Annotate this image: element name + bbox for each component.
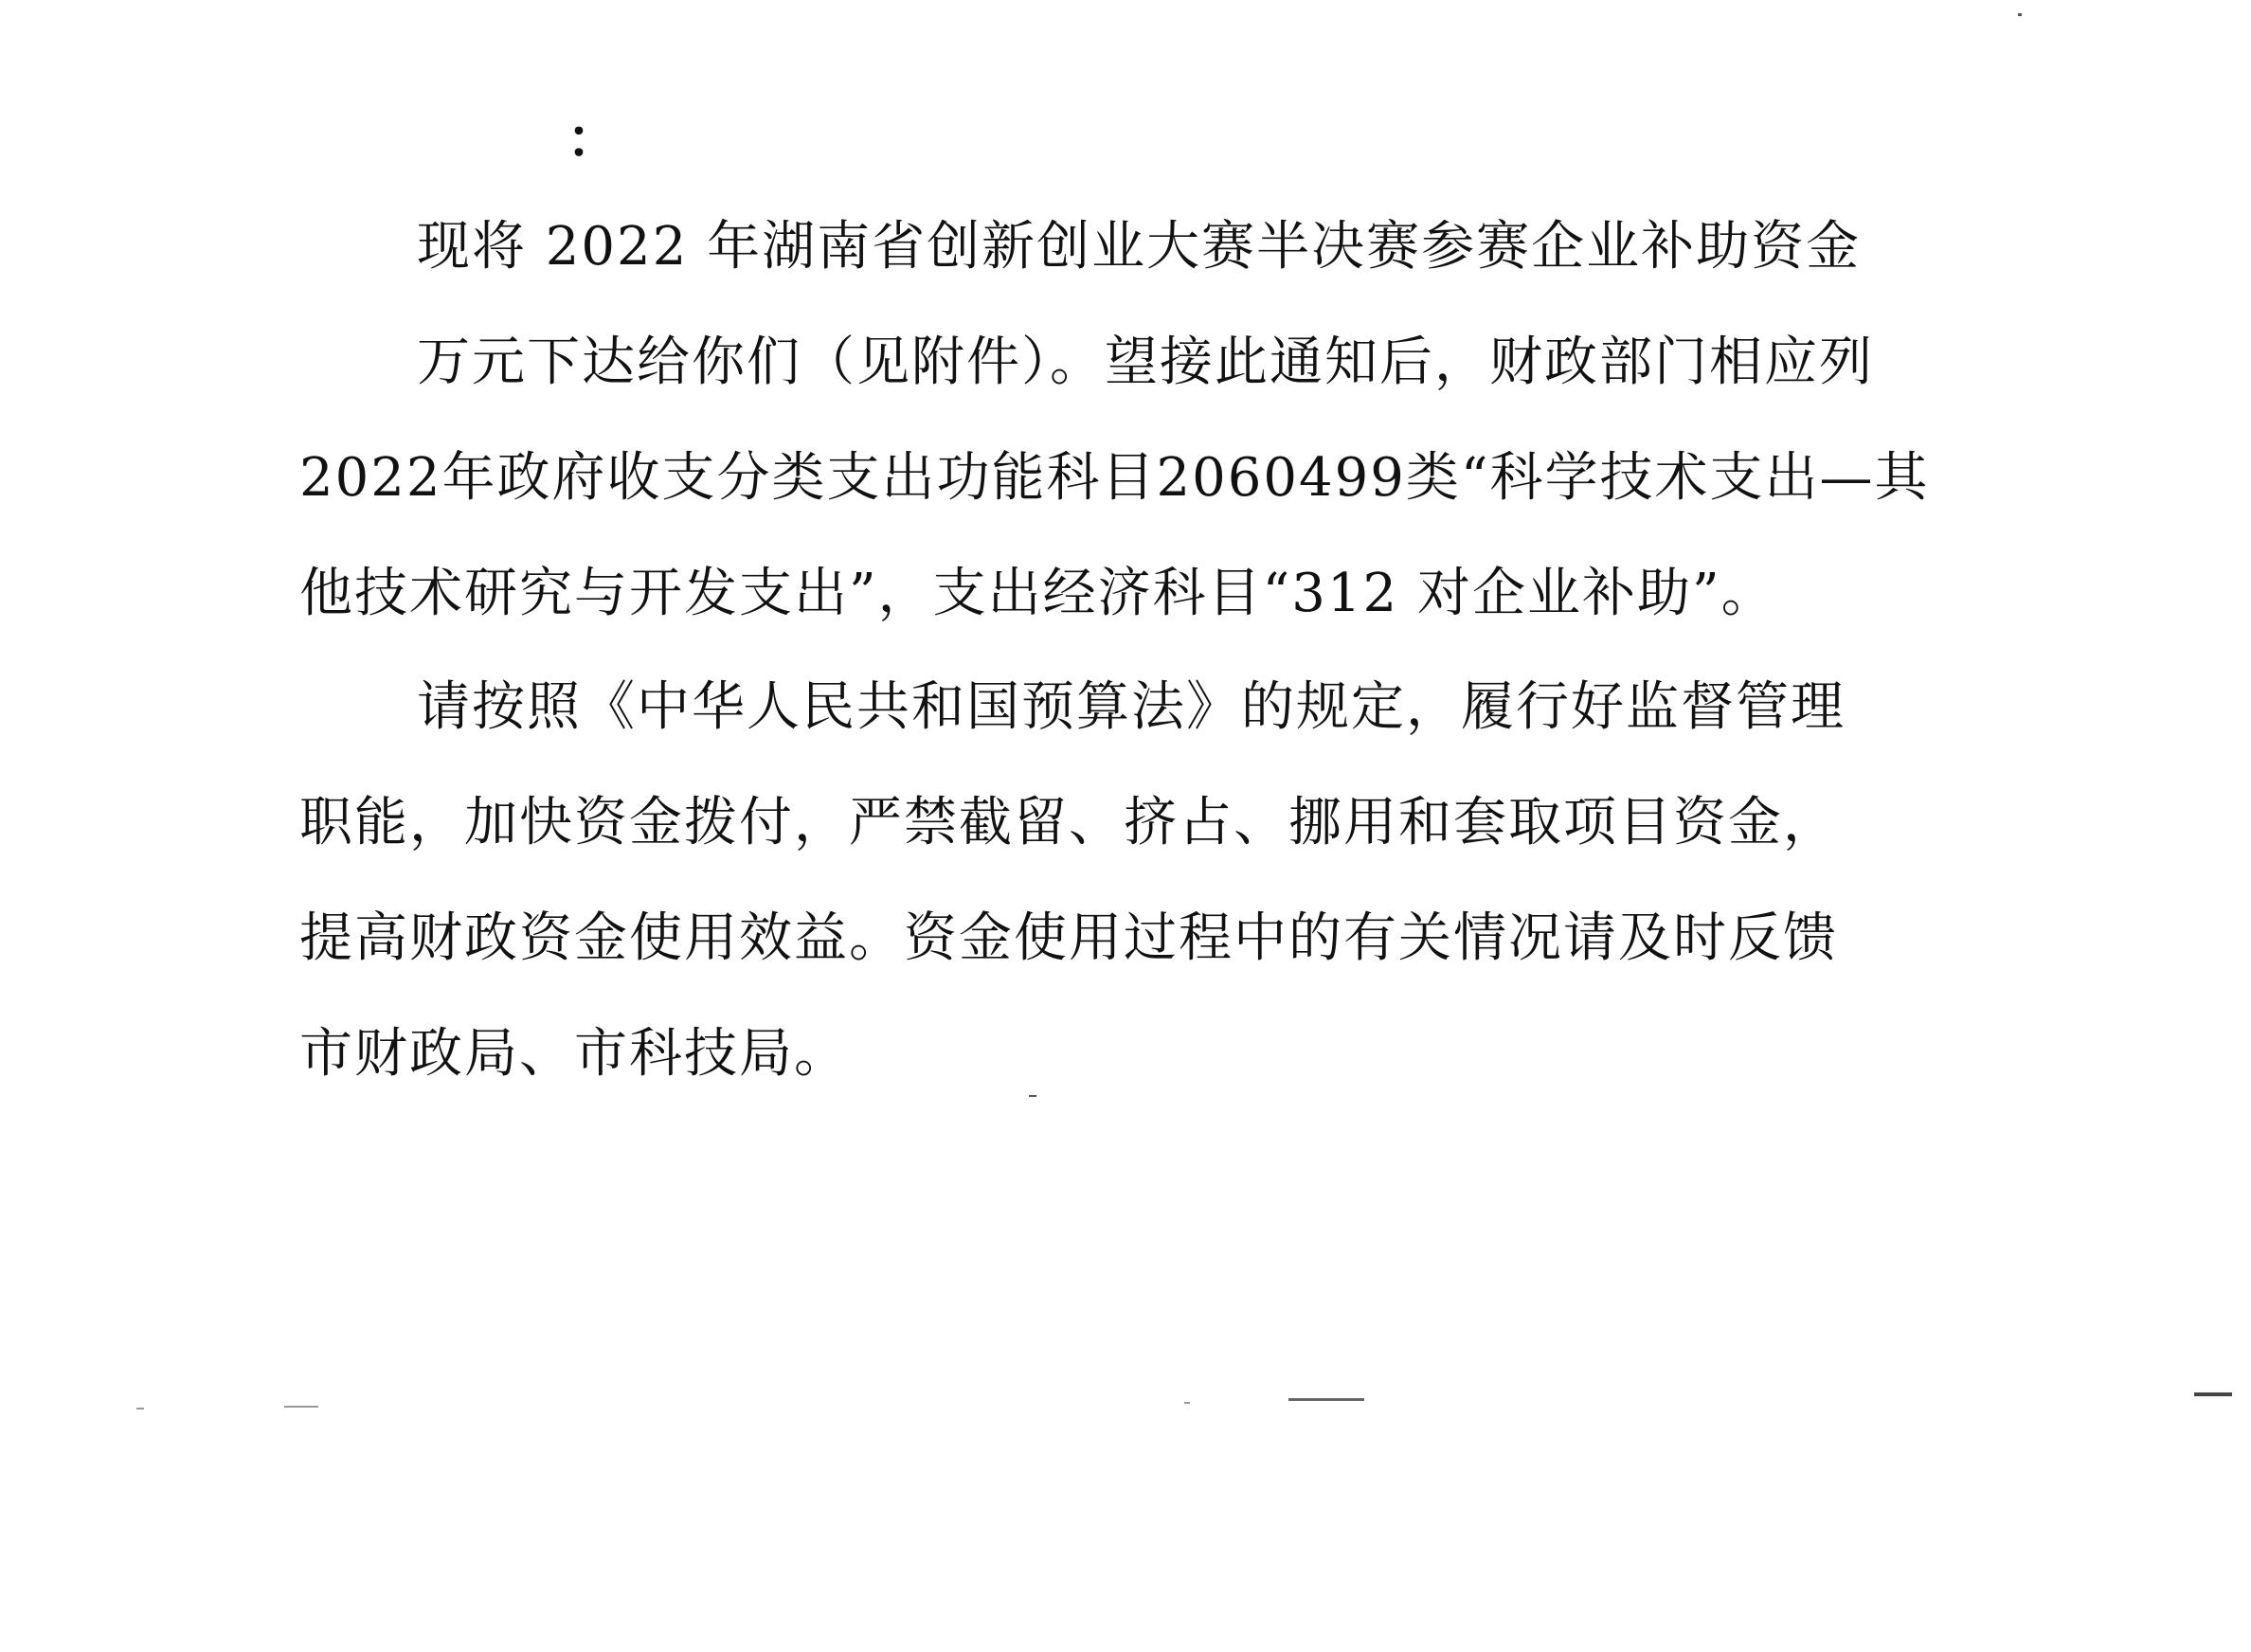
paragraph-management-requirements (299, 650, 1974, 1112)
paragraph-line: 提高财政资金使用效益。资金使用过程中的有关情况请及时反馈 (299, 907, 1838, 969)
paragraph-line: 市财政局、市科技局。 (299, 1023, 849, 1085)
paragraph-line: 请按照《中华人民共和国预算法》的规定，履行好监督管理 (417, 676, 1846, 738)
scan-speck (1184, 1402, 1190, 1404)
scan-speck (1029, 1095, 1036, 1097)
salutation-colon: ： (567, 108, 620, 171)
paragraph-funding-notice (299, 189, 1974, 652)
paragraph-line: 现将 2022 年湖南省创新创业大赛半决赛参赛企业补助资金 (417, 216, 1862, 278)
scan-speck (2018, 13, 2022, 16)
scan-speck (284, 1406, 318, 1408)
paragraph-line: 他技术研究与开发支出”，支出经济科目“312 对企业补助”。 (299, 563, 1776, 624)
scan-speck (2194, 1392, 2232, 1396)
paragraph-line: 职能，加快资金拨付，严禁截留、挤占、挪用和套取项目资金， (299, 792, 1838, 853)
scan-speck (1288, 1398, 1364, 1401)
paragraph-line: 万元下达给你们（见附件）。望接此通知后，财政部门相应列 (417, 332, 1874, 393)
paragraph-line: 2022年政府收支分类支出功能科目2060499类“科学技术支出—其 (299, 447, 1930, 509)
scan-speck (136, 1408, 144, 1410)
